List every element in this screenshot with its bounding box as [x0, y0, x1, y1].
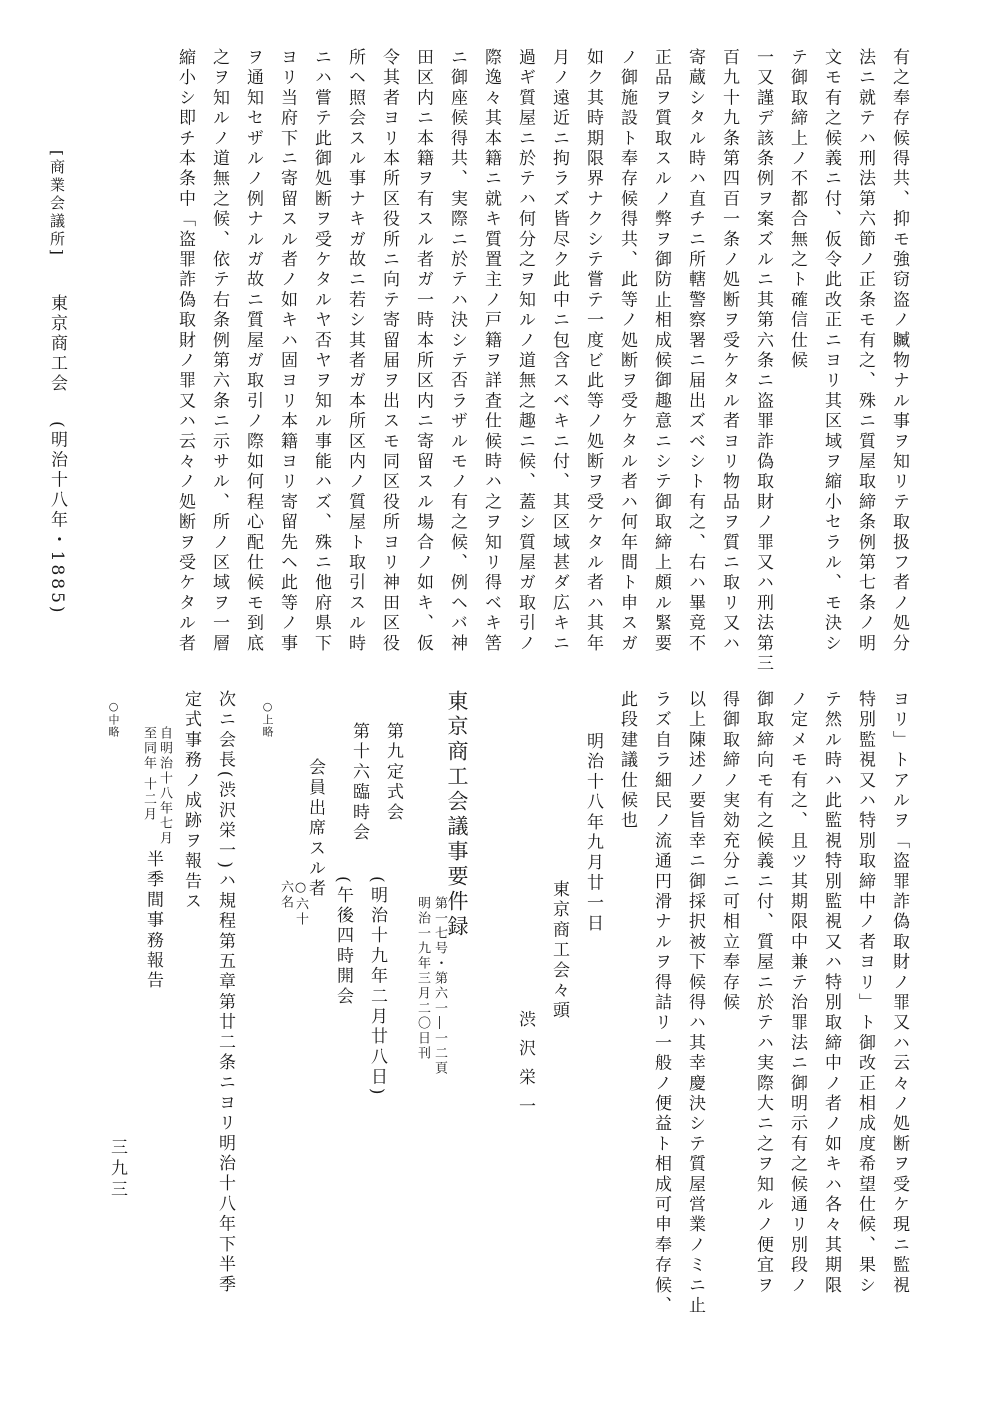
signer-name: 渋沢栄一 [515, 1010, 535, 1126]
period-to: 至同年 十二月 [141, 726, 156, 823]
text-column: 以上陳述ノ要旨幸ニ御採択被下候得ハ其幸慶決シテ質屋営業ノミニ止 [685, 690, 705, 1317]
period-from: 自明治十八年七月 [157, 726, 172, 846]
text-column: テ御取締上ノ不都合無之ト確信仕候 [787, 48, 807, 372]
text-column: 御取締向モ有之候義ニ付、質屋ニ於テハ実際大ニ之ヲ知ルノ便宜ヲ [753, 690, 773, 1297]
text-column: ノ御施設ト奉存候得共、此等ノ処断ヲ受ケタル者ハ何年間ト申スガ [617, 48, 637, 654]
header-section: [商業会議所] [48, 150, 66, 258]
meeting-date: (明治十九年二月廿八日) [367, 876, 387, 1098]
text-column: 法ニ就テハ刑法第六節ノ正条モ有之、殊ニ質屋取締条例第七条ノ明 [855, 48, 875, 654]
text-column: 正品ヲ質取スルノ弊ヲ御防止相成候御趣意ニシテ御取締上頗ル緊要 [651, 48, 671, 654]
header-publisher: 東京商工会 [47, 294, 67, 395]
text-column: 有之奉存候得共、抑モ強窃盗ノ贓物ナル事ヲ知リテ取扱フ者ノ処分 [889, 48, 909, 654]
page-number: 三九三 [107, 1138, 127, 1201]
text-column: 田区内ニ本籍ヲ有スル者ガ一時本所区内ニ寄留スル場合ノ如キ、仮 [413, 48, 433, 654]
text-column: ラズ自ラ細民ノ流通円滑ナルヲ得詰リ一般ノ便益ト相成可申奉存候、 [651, 690, 671, 1317]
text-column: 一又謹デ該条例ヲ案ズルニ其第六条ニ盗罪詐偽取財ノ罪又ハ刑法第三 [753, 48, 773, 675]
record-title: 東京商工会議事要件録 [445, 690, 469, 940]
document-date: 明治十八年九月廿一日 [583, 732, 603, 934]
text-column: 令其者ヨリ本所区役所ニ向テ寄留届ヲ出スモ同区役所ヨリ神田区役 [379, 48, 399, 654]
text-column: 之ヲ知ルノ道無之候、依テ右条例第六条ニ示サル、所ノ区域ヲ一層 [209, 48, 229, 654]
running-header [45, 150, 70, 615]
text-column: 際逸々其本籍ニ就キ質置主ノ戸籍ヲ詳査仕候時ハ之ヲ知リ得ベキ筈 [481, 48, 501, 655]
text-column: 所ヘ照会スル事ナキガ故ニ若シ其者ガ本所区内ノ質屋ト取引スル時 [345, 48, 365, 654]
header-year: (明治十八年・1885) [47, 420, 67, 616]
meeting-time: (午後四時開会 [333, 876, 353, 1008]
text-column: ニハ嘗テ此御処断ヲ受ケタルヤ否ヤヲ知ル事能ハズ、殊ニ他府県下 [311, 48, 331, 654]
text-column: 過ギ質屋ニ於テハ何分之ヲ知ルノ道無之趣ニ候、蓋シ質屋ガ取引ノ [515, 48, 535, 654]
text-column: 如ク其時期限界ナクシテ嘗テ一度ビ此等ノ処断ヲ受ケタル者ハ其年 [583, 48, 603, 654]
omission-note: ○中略 [107, 700, 120, 738]
text-column: 月ノ遠近ニ拘ラズ皆尽ク此中ニ包含スベキニ付、其区域甚ダ広キニ [549, 48, 569, 654]
meeting-name: 第九定式会 [383, 722, 403, 823]
record-ref: 第一七号・第六一―一二頁 [432, 896, 447, 1076]
attendance-count: 六名 [278, 880, 293, 910]
text-column: 定式事務ノ成跡ヲ報告ス [181, 690, 201, 913]
report-title: 半季間事務報告 [143, 850, 163, 992]
text-column: 次ニ会長(渋沢栄一)ハ規程第五章第廿二条ニヨリ明治十八年下半季 [215, 690, 235, 1296]
omission-note: ○上略 [261, 700, 274, 738]
text-column: ヲ通知セザルノ例ナルガ故ニ質屋ガ取引ノ際如何程心配仕候モ到底 [243, 48, 263, 654]
meeting-name: 第十六臨時会 [349, 722, 369, 844]
attendance-count: ○六十 [293, 880, 308, 927]
text-column: ニ御座候得共、実際ニ於テハ決シテ否ラザルモノ有之候、例ヘバ神 [447, 48, 467, 654]
text-column: 寄蔵シタル時ハ直チニ所轄警察署ニ届出ズベシト有之、右ハ畢竟不 [685, 48, 705, 654]
text-column: 百九十九条第四百一条ノ処断ヲ受ケタル者ヨリ物品ヲ質ニ取リ又ハ [719, 48, 739, 655]
signer-title: 東京商工会々頭 [549, 880, 569, 1022]
text-column: テ然ル時ハ此監視特別監視又ハ特別取締中ノ者ノ如キハ各々其期限 [821, 690, 841, 1296]
text-column: 縮小シ即チ本条中「盗罪詐偽取財ノ罪又ハ云々ノ処断ヲ受ケタル者 [175, 48, 195, 654]
text-column: 特別監視又ハ特別取締中ノ者ヨリ」ト御改正相成度希望仕候、果シ [855, 690, 875, 1296]
text-column: 得御取締ノ実効充分ニ可相立奉存候 [719, 690, 739, 1014]
text-column: ヨリ」トアルヲ「盗罪詐偽取財ノ罪又ハ云々ノ処断ヲ受ケ現ニ監視 [889, 690, 909, 1296]
text-column: ヨリ当府下ニ寄留スル者ノ如キハ固ヨリ本籍ヨリ寄留先ヘ此等ノ事 [277, 48, 297, 654]
text-column: ノ定メモ有之、且ツ其期限中兼テ治罪法ニ御明示有之候通リ別段ノ [787, 690, 807, 1296]
text-column: 此段建議仕候也 [617, 690, 637, 832]
attendance-label: 会員出席スル者 [305, 758, 325, 900]
text-column: 文モ有之候義ニ付、仮令此改正ニヨリ其区域ヲ縮小セラル、モ決シ [821, 48, 841, 654]
record-ref: 明治一九年三月二〇日刊 [415, 896, 430, 1061]
